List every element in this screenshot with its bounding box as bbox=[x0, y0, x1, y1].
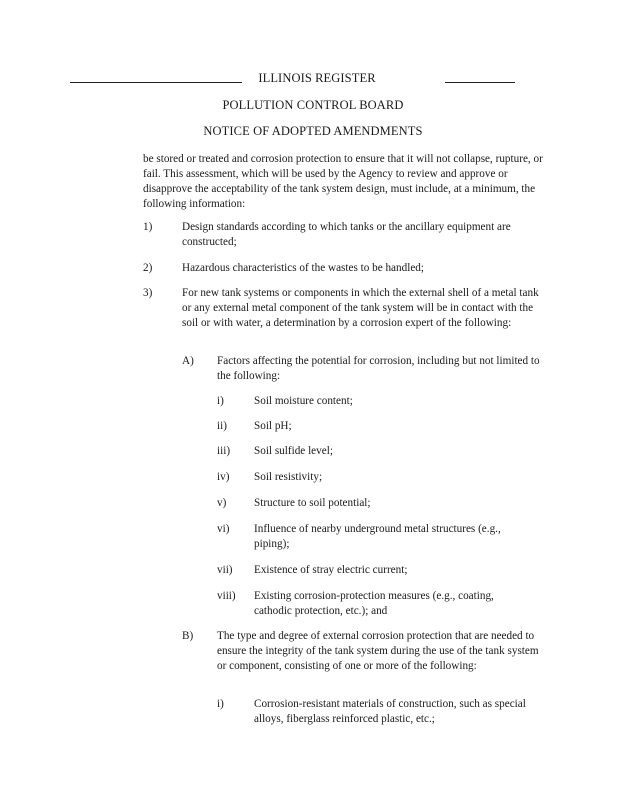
item-text: For new tank systems or components in which the external shell of a metal tank or any external metal component of the tank system will be in contact with the soil or with water, a determination by a corrosion expert of the following: bbox=[182, 287, 539, 329]
roman-text: Soil resistivity; bbox=[254, 471, 323, 483]
roman-text: Existing corrosion-protection measures (e.g., coating, cathodic protection, etc.); and bbox=[254, 590, 494, 617]
roman-number: vi) bbox=[217, 523, 230, 535]
intro-paragraph: be stored or treated and corrosion protection to ensure that it will not collapse, rupture, or fail. This assessment, which will be used by the Agency to review and approve or disapprove the acceptability of the tank system design, must include, at a minimum, the following information: bbox=[143, 153, 543, 210]
roman-text: Soil pH; bbox=[254, 420, 292, 432]
roman-number: i) bbox=[217, 698, 224, 710]
item-text: Hazardous characteristics of the wastes to be handled; bbox=[182, 262, 424, 274]
sub-item-text: Factors affecting the potential for corrosion, including but not limited to the following: bbox=[217, 355, 540, 382]
item-text: Design standards according to which tanks or the ancillary equipment are constructed; bbox=[182, 221, 511, 248]
roman-text: Existence of stray electric current; bbox=[254, 564, 408, 576]
roman-number: viii) bbox=[217, 590, 236, 602]
sub-item-letter: B) bbox=[182, 630, 194, 642]
roman-number: ii) bbox=[217, 420, 227, 432]
notice-title: NOTICE OF ADOPTED AMENDMENTS bbox=[203, 124, 423, 138]
roman-text: Structure to soil potential; bbox=[254, 497, 371, 509]
roman-number: i) bbox=[217, 395, 224, 407]
roman-text: Influence of nearby underground metal structures (e.g., piping); bbox=[254, 523, 501, 550]
item-number: 3) bbox=[143, 287, 153, 299]
roman-number: iv) bbox=[217, 471, 230, 483]
roman-number: vii) bbox=[217, 564, 233, 576]
board-title: POLLUTION CONTROL BOARD bbox=[222, 98, 404, 112]
roman-text: Corrosion-resistant materials of construction, such as special alloys, fiberglass reinforced plastic, etc.; bbox=[254, 698, 526, 725]
item-number: 2) bbox=[143, 262, 153, 274]
roman-number: iii) bbox=[217, 445, 231, 457]
roman-number: v) bbox=[217, 497, 227, 509]
roman-text: Soil moisture content; bbox=[254, 395, 353, 407]
item-number: 1) bbox=[143, 221, 153, 233]
roman-text: Soil sulfide level; bbox=[254, 445, 333, 457]
register-title: ILLINOIS REGISTER bbox=[258, 71, 376, 85]
sub-item-text: The type and degree of external corrosion protection that are needed to ensure the integrity of the tank system during the use of the tank system or component, consisting of one or more of the following: bbox=[217, 630, 539, 672]
sub-item-letter: A) bbox=[182, 355, 194, 367]
